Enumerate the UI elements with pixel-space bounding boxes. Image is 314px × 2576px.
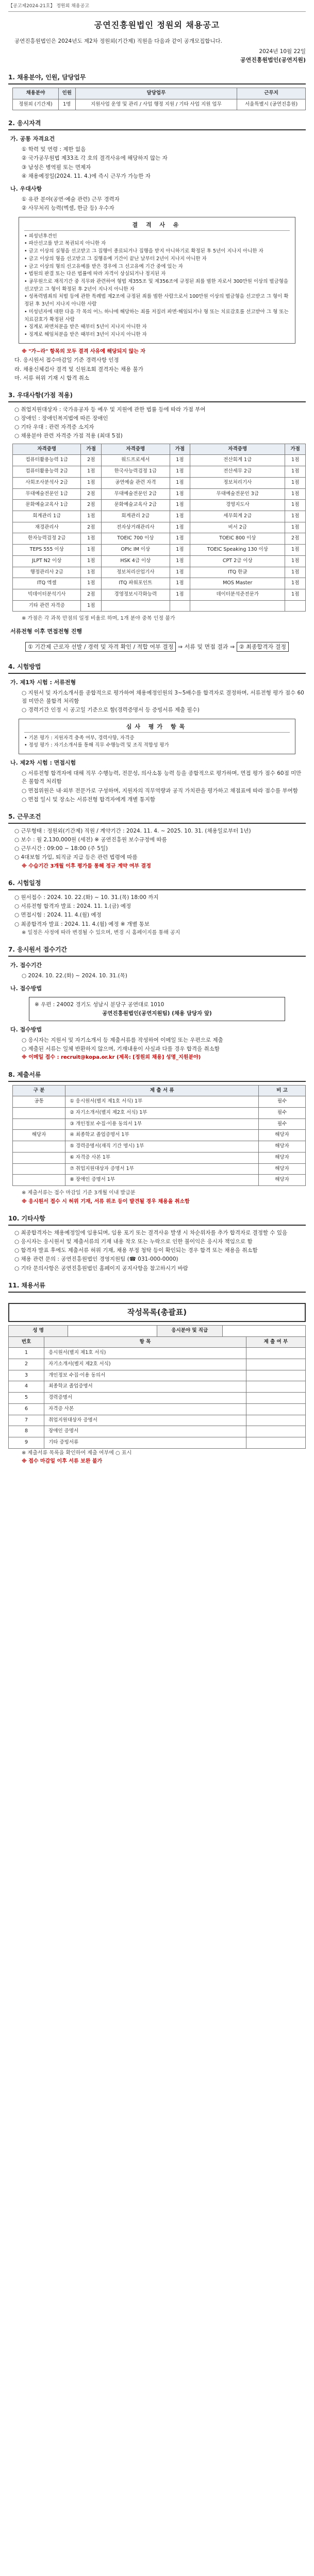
cell: 장애인 증명서 [44, 1426, 246, 1437]
list-item: ○ 면접시험 : 2024. 11. 4.(월) 예정 [14, 912, 102, 919]
list-item: • 피성년후견인 [24, 233, 57, 239]
sub-heading: 나. 제2차 시험 : 면접시험 [10, 759, 76, 766]
cell [13, 1118, 65, 1130]
checklist-table [8, 1336, 306, 1449]
cell: 자기소개서(별지 제2호 서식) [44, 1359, 246, 1370]
cell: 기타 증빙서류 [44, 1437, 246, 1448]
cell: 공연예술 관련 자격 [102, 477, 170, 488]
list-item: ○ 기타 우대 : 관련 자격증 소지자 [14, 424, 94, 431]
cell: 필수 [259, 1118, 306, 1130]
cell: 1점 [285, 555, 306, 567]
field-value[interactable] [222, 1325, 305, 1336]
cell: 필수 [259, 1108, 306, 1119]
cell [13, 1152, 65, 1163]
cell: 1점 [285, 455, 306, 466]
cell: 1점 [81, 511, 102, 522]
issuer-org: 공연진흥원법인(공연지원) [240, 57, 306, 64]
cell: 2점 [81, 589, 102, 601]
cell: 무대예술전문인 1급 [13, 488, 81, 500]
cell: 문화예술교육사 1급 [13, 500, 81, 511]
table-row [13, 455, 306, 466]
cell: ⑤ 경력증명서(재직 기간 명시) 1부 [65, 1141, 259, 1153]
cell[interactable] [246, 1426, 305, 1437]
list-item: ○ 4대보험 가입, 퇴직금 지급 등은 관련 법령에 따름 [14, 854, 138, 861]
table-row [13, 589, 306, 601]
table-row [9, 1426, 306, 1437]
cell: 1점 [81, 466, 102, 478]
table-row [13, 1108, 306, 1119]
sub-heading: 가. 제1차 시험 : 서류전형 [10, 679, 76, 686]
cell: ④ 최종학교 졸업증명서 1부 [65, 1130, 259, 1141]
cell: 1점 [81, 477, 102, 488]
cell: 무대예술전문인 2급 [102, 488, 170, 500]
cell: 행정관리사 2급 [13, 567, 81, 578]
selection-flow [8, 640, 306, 654]
cell: OPIc IM 이상 [102, 545, 170, 556]
cell: 전산회계 1급 [190, 455, 285, 466]
cell: 2점 [81, 500, 102, 511]
cell: 1점 [285, 589, 306, 601]
section-3-heading: 3. 우대사항(가점 적용) [8, 391, 306, 402]
list-item: ○ 합격자 발표 후에도 제출서류 허위 기재, 채용 부정 청탁 등이 확인되는 경우 합격 또는 채용을 취소함 [14, 1247, 258, 1254]
table-row [13, 488, 306, 500]
cell: 1점 [170, 578, 190, 589]
cell: 한국사능력검정 1급 [102, 466, 170, 478]
cell: ⑦ 취업지원대상자 증명서 1부 [65, 1163, 259, 1175]
list-item: ○ 면접 일시 및 장소는 서류전형 합격자에게 개별 통지함 [22, 796, 156, 803]
cell: 1점 [170, 522, 190, 533]
list-item: ○ 최종합격자 발표 : 2024. 11. 4.(월) 예정 ※ 개별 통보 [14, 921, 150, 927]
col-header: 자격증명 [102, 444, 170, 455]
col-header: 채용분야 [13, 88, 59, 99]
table-row [9, 1370, 306, 1381]
cell: 전자상거래관리사 [102, 522, 170, 533]
table-row [13, 567, 306, 578]
list-item: ① 학력 및 연령 : 제한 없음 [22, 146, 86, 152]
list-item: • 징계로 파면처분을 받은 때부터 5년이 지나지 아니한 자 [24, 324, 147, 330]
cell: 8 [9, 1426, 44, 1437]
cell: HSK 4급 이상 [102, 555, 170, 567]
cell: 1점 [170, 477, 190, 488]
cell: 1명 [58, 99, 75, 110]
list-item: 다. 응시원서 접수마감일 기준 경력사항 인정 [14, 357, 119, 364]
address-line: 공연진흥원법인(공연지원팀) (채용 담당자 앞) [102, 1010, 212, 1016]
certificate-bonus-table [12, 444, 306, 612]
list-item: ○ 서류전형 합격자 발표 : 2024. 11. 1.(금) 예정 [14, 903, 131, 910]
section-6-heading: 6. 시험일정 [8, 878, 306, 890]
cell: 해당자 [13, 1130, 65, 1141]
table-row [13, 522, 306, 533]
flow-label: 서류전형 이후 면접전형 진행 [10, 628, 82, 635]
cell: 1점 [170, 545, 190, 556]
col-header: 제 출 서 류 [65, 1085, 259, 1096]
cell: 1점 [285, 578, 306, 589]
table-row [13, 1141, 306, 1153]
table-footnote: ※ 응시원서 접수 시 허위 기재, 서류 위조 등이 발견될 경우 채용을 취소함 [22, 1198, 190, 1205]
table-row [13, 578, 306, 589]
page-title: 공연진흥원법인 정원외 채용공고 [94, 20, 220, 30]
cell: 경영정보시각화능력 [102, 589, 170, 601]
list-item: • 금고 이상의 실형을 선고받고 그 집행이 종료되거나 집행을 받지 아니하기로 확정된 후 5년이 지나지 아니한 자 [24, 248, 263, 255]
cell: 빅데이터분석기사 [13, 589, 81, 601]
table-row [13, 1175, 306, 1186]
list-item: ① 유관 분야(공연·예술 관련) 근무 경력자 [22, 196, 120, 203]
cell: 응시원서(별지 제1호 서식) [44, 1348, 246, 1359]
list-item: • 징계로 해임처분을 받은 때부터 3년이 지나지 아니한 자 [24, 332, 147, 338]
table-row [9, 1403, 306, 1415]
table-row [9, 1348, 306, 1359]
list-item: • 파산선고를 받고 복권되지 아니한 자 [24, 241, 106, 247]
section-5-heading: 5. 근무조건 [8, 812, 306, 824]
cell[interactable] [246, 1403, 305, 1415]
schedule-note: ※ 일정은 사정에 따라 변경될 수 있으며, 변경 시 홈페이지를 통해 공지 [22, 929, 180, 936]
cell: ③ 개인정보 수집·이용 동의서 1부 [65, 1118, 259, 1130]
cell: JLPT N2 이상 [13, 555, 81, 567]
cell [102, 600, 170, 612]
cell: 1점 [170, 511, 190, 522]
cell: 1점 [170, 567, 190, 578]
col-header: 가점 [81, 444, 102, 455]
application-period: ○ 2024. 10. 22.(화) ~ 2024. 10. 31.(목) [22, 973, 127, 979]
table-row [13, 99, 306, 110]
cell: 해당자 [259, 1163, 306, 1175]
cell[interactable] [246, 1415, 305, 1426]
cell: 1점 [285, 545, 306, 556]
cell: ITQ 한글 [190, 567, 285, 578]
col-header: 비 고 [259, 1085, 306, 1096]
cell: 1점 [81, 555, 102, 567]
section-7-heading: 7. 응시원서 접수기간 [8, 945, 306, 957]
cell: 1점 [170, 466, 190, 478]
cell: 사회조사분석사 2급 [13, 477, 81, 488]
list-item: ※ 이메일 접수 : recruit@kopa.or.kr (제목: [정원외 채용] 성명_지원분야) [22, 1055, 201, 1061]
cell: 공통 [13, 1096, 65, 1108]
table-row [13, 477, 306, 488]
flow-step-right: ② 최종합격자 결정 [237, 642, 289, 652]
cell: 1점 [170, 500, 190, 511]
recruit-field-table [12, 88, 306, 110]
cell: 2점 [81, 488, 102, 500]
cell: 문화예술교육사 2급 [102, 500, 170, 511]
cell: 자격증 사본 [44, 1403, 246, 1415]
list-item: ○ 최종합격자는 채용예정일에 임용되며, 임용 포기 또는 결격사유 발생 시 차순위자를 추가 합격자로 결정할 수 있음 [14, 1229, 288, 1236]
list-item: ○ 응시자는 응시원서 및 제출서류의 기재 내용 착오 또는 누락으로 인한 불이익은 응시자 책임으로 함 [14, 1238, 253, 1245]
list-item: • 금고 이상의 형을 선고받고 그 집행유예 기간이 끝난 날부터 2년이 지나지 아니한 자 [24, 256, 207, 262]
cell: 1점 [285, 567, 306, 578]
cell: 해당자 [259, 1152, 306, 1163]
cell: 1점 [81, 545, 102, 556]
cell: MOS Master [190, 578, 285, 589]
cell: 2점 [285, 533, 306, 545]
cell: 컴퓨터활용능력 1급 [13, 455, 81, 466]
list-item: ○ 근무형태 : 정원외(기간제) 직원 / 계약기간 : 2024. 11. 4. ~ 2025. 10. 31. (채용일로부터 1년) [14, 827, 251, 834]
cell[interactable] [246, 1348, 305, 1359]
section-10-heading: 10. 기타사항 [8, 1214, 306, 1226]
list-item: • 성폭력범죄의 처벌 등에 관한 특례법 제2조에 규정된 죄를 범한 사람으로서 100만원 이상의 벌금형을 선고받고 그 형이 확정된 후 3년이 지나지 아니한 사람 [24, 294, 289, 308]
cell: 1점 [285, 466, 306, 478]
cell [170, 600, 190, 612]
col-header: 항 목 [44, 1336, 246, 1348]
list-item: ○ 서류전형 합격자에 대해 직무 수행능력, 전문성, 의사소통 능력 등을 종합적으로 평가하며, 면접 평가 점수 60점 미만은 불합격 처리함 [22, 770, 302, 785]
form-footnote: ※ 접수 마감일 이후 서류 보완 불가 [22, 1459, 103, 1465]
cell: TOEIC 700 이상 [102, 533, 170, 545]
cell: 회계관리 2급 [102, 511, 170, 522]
cell[interactable] [246, 1359, 305, 1370]
list-item: 마. 서류 허위 기재 시 합격 취소 [14, 375, 90, 381]
cell[interactable] [246, 1370, 305, 1381]
list-item: ○ 경력기간 인정 시 공고일 기준으로 함(경력증명서 등 증빙서류 제출 필수) [22, 707, 200, 714]
cell: 2점 [81, 455, 102, 466]
sub-heading: 나. 접수방법 [10, 985, 42, 992]
cell: CPT 2급 이상 [190, 555, 285, 567]
cell: 1점 [285, 511, 306, 522]
cell: 7 [9, 1415, 44, 1426]
box-title: 결 격 사 유 [24, 221, 290, 231]
cell [285, 600, 306, 612]
cell: 경영지도사 [190, 500, 285, 511]
cell: 회계관리 1급 [13, 511, 81, 522]
section-8-heading: 8. 제출서류 [8, 1070, 306, 1082]
flow-step-left: ① 기간제 근로자 선발 / 경력 및 자격 확인 / 적합 여부 결정 [25, 642, 176, 652]
cell: 해당자 [259, 1175, 306, 1186]
list-item: ③ 남성은 병역필 또는 면제자 [22, 164, 91, 171]
col-header: 근무지 [237, 88, 306, 99]
col-header: 가점 [170, 444, 190, 455]
list-item: ② 사무처리 능력(엑셀, 한글 등) 우수자 [22, 205, 114, 212]
mail-address-box [29, 997, 285, 1021]
col-header: 제 출 여 부 [246, 1336, 305, 1348]
cell: 서울특별시 (공연진흥원) [237, 99, 306, 110]
list-item: ○ 제출된 서류는 일체 반환하지 않으며, 기재내용이 사실과 다를 경우 합격을 취소함 [22, 1046, 220, 1053]
table-row [13, 600, 306, 612]
list-item: ○ 응시자는 지원서 및 자기소개서 등 제출서류를 작성하여 이메일 또는 우편으로 제출 [22, 1037, 223, 1043]
table-row [13, 1130, 306, 1141]
cell: TOEIC Speaking 130 이상 [190, 545, 285, 556]
table-footnote: ※ 제출서류는 접수 마감일 기준 3개월 이내 발급분 [22, 1190, 136, 1196]
cell: 1점 [81, 578, 102, 589]
cell: 경력증명서 [44, 1393, 246, 1404]
cell: 비서 2급 [190, 522, 285, 533]
form-title: 작성목록(총괄표) [8, 1303, 306, 1322]
cell: 정원외 (기간제) [13, 99, 59, 110]
name-field[interactable] [68, 1325, 157, 1336]
cell: 4 [9, 1381, 44, 1393]
list-item: • 미성년자에 대한 다음 각 목의 어느 하나에 해당하는 죄를 저질러 파면·해임되거나 형 또는 치료감호를 선고받아 그 형 또는 치료감호가 확정된 사람 [24, 309, 289, 323]
list-item: ○ 보수 : 월 2,130,000원 (세전) ※ 공연진흥원 보수규정에 따름 [14, 836, 167, 843]
evaluation-box [19, 719, 295, 754]
list-item: ○ 면접위원은 내·외부 전문가로 구성하며, 지원자의 직무역량과 공직 가치관을 평가하고 채점표에 따라 점수를 부여함 [22, 787, 298, 794]
cell: ⑥ 자격증 사본 1부 [65, 1152, 259, 1163]
flow-arrow: ⇒ 서류 및 면접 결과 ⇒ [177, 643, 235, 651]
sub-heading: 나. 우대사항 [10, 185, 42, 193]
document-header-line: 【공고제2024-21호】 정원외 채용공고 [8, 3, 306, 12]
cell: 데이터분석준전문가 [190, 589, 285, 601]
table-row [9, 1437, 306, 1448]
cell [13, 1163, 65, 1175]
cell: 1점 [81, 600, 102, 612]
cell: 1점 [285, 488, 306, 500]
intro-text: 공연진흥원법인은 2024년도 제2차 정원외(기간제) 직원을 다음과 같이 공개모집합니다. [14, 38, 223, 44]
cell: 기타 관련 자격증 [13, 600, 81, 612]
cell: 2점 [81, 522, 102, 533]
cell: ITQ 파워포인트 [102, 578, 170, 589]
cell: 1점 [81, 567, 102, 578]
cell: 무대예술전문인 3급 [190, 488, 285, 500]
table-row [13, 1163, 306, 1175]
list-item: • 기본 평가 : 지원자격 충족 여부, 경력사항, 자격증 [24, 735, 135, 741]
cell: TEPS 555 이상 [13, 545, 81, 556]
list-item: ○ 취업지원대상자 : 국가유공자 등 예우 및 지원에 관한 법률 등에 따라 가점 부여 [14, 406, 206, 413]
box-footnote: ※ "가~라" 항목의 모두 결격 사유에 해당되지 않는 자 [22, 348, 145, 354]
cell: 1점 [285, 477, 306, 488]
cell: 1점 [81, 533, 102, 545]
cell: 컴퓨터활용능력 2급 [13, 466, 81, 478]
table-row [9, 1381, 306, 1393]
table-row [9, 1359, 306, 1370]
cell: 지원사업 운영 및 관리 / 사업 행정 지원 / 기타 사업 지원 업무 [75, 99, 237, 110]
documents-table [12, 1085, 306, 1186]
cell: 세무회계 2급 [190, 511, 285, 522]
table-row [13, 466, 306, 478]
cell: 정보처리산업기사 [102, 567, 170, 578]
cell [13, 1108, 65, 1119]
table-row [13, 555, 306, 567]
cell: 해당자 [259, 1141, 306, 1153]
sub-heading: 가. 접수기간 [10, 962, 42, 969]
cell: 최종학교 졸업증명서 [44, 1381, 246, 1393]
list-item: ○ 근무시간 : 09:00 ~ 18:00 (주 5일) [14, 845, 108, 852]
table-note: ○ 채용분야 관련 자격증 가점 적용 (최대 5점) [14, 433, 123, 439]
table-row [13, 533, 306, 545]
sub-heading: 다. 접수방법 [10, 1026, 42, 1033]
box-title: 심사 평가 항목 [24, 722, 290, 733]
cell: 개인정보 수집·이용 동의서 [44, 1370, 246, 1381]
cell: 1점 [170, 533, 190, 545]
list-item: ※ 수습기간 3개월 이후 평가를 통해 정규 계약 여부 결정 [22, 863, 151, 869]
table-row [13, 1118, 306, 1130]
cell: 6 [9, 1403, 44, 1415]
table-row [13, 500, 306, 511]
cell: 1점 [170, 455, 190, 466]
cell: 1점 [170, 555, 190, 567]
col-header: 자격증명 [13, 444, 81, 455]
cell: 재경관리사 [13, 522, 81, 533]
cell: 1점 [285, 522, 306, 533]
col-header: 구 분 [13, 1085, 65, 1096]
list-item: 라. 채용신체검사 결격 및 신원조회 결격자는 채용 불가 [14, 366, 143, 372]
cell: ② 자기소개서(별지 제2호 서식) 1부 [65, 1108, 259, 1119]
list-item: ○ 장애인 : 장애인복지법에 따른 장애인 [14, 415, 108, 421]
cell: 9 [9, 1437, 44, 1448]
list-item: • 금고 이상의 형의 선고유예를 받은 경우에 그 선고유예 기간 중에 있는 자 [24, 263, 183, 269]
cell: 1점 [170, 589, 190, 601]
list-item: ○ 기타 문의사항은 공연진흥원법인 홈페이지 공지사항을 참고하시기 바람 [14, 1265, 188, 1272]
cell[interactable] [246, 1437, 305, 1448]
section-1-heading: 1. 채용분야, 인원, 담당업무 [8, 73, 306, 84]
cell: ① 응시원서(별지 제1호 서식) 1부 [65, 1096, 259, 1108]
col-header: 인원 [58, 88, 75, 99]
cell: 해당자 [259, 1130, 306, 1141]
sub-heading: 가. 공통 자격요건 [10, 135, 55, 142]
table-row [13, 545, 306, 556]
issue-info [8, 47, 306, 64]
field-label: 응시분야 및 직급 [157, 1325, 222, 1336]
cell: 1점 [170, 488, 190, 500]
list-item: ② 국가공무원법 제33조 각 호의 결격사유에 해당하지 않는 자 [22, 155, 168, 162]
table-footnote: ※ 가점은 각 과목 만점의 일정 비율로 하며, 1개 분야 중복 인정 불가 [22, 616, 175, 622]
cell: 5 [9, 1393, 44, 1404]
list-item: • 공무원으로 재직기간 중 직무와 관련하여 형법 제355조 및 제356조에 규정된 죄를 범한 자로서 300만원 이상의 벌금형을 선고받고 그 형이 확정된 후 2년이 지나지 아니한 자 [24, 278, 289, 292]
list-item: • 정성 평가 : 자기소개서를 통해 직무 수행능력 및 조직 적합성 평가 [24, 742, 169, 749]
cell: 취업지원대상자 증명서 [44, 1415, 246, 1426]
issue-date: 2024년 10월 22일 [259, 48, 306, 55]
address-line: ※ 우편 : 24002 경기도 성남시 분당구 공연대로 1010 [35, 1002, 164, 1008]
cell: TOEIC 800 이상 [190, 533, 285, 545]
section-4-heading: 4. 시험방법 [8, 662, 306, 674]
cell: 1 [9, 1348, 44, 1359]
col-header: 자격증명 [190, 444, 285, 455]
cell [13, 1141, 65, 1153]
cell: 정보처리기사 [190, 477, 285, 488]
col-header: 담당업무 [75, 88, 237, 99]
cell [190, 600, 285, 612]
cell[interactable] [246, 1381, 305, 1393]
table-row [9, 1393, 306, 1404]
cell: 한자능력검정 2급 [13, 533, 81, 545]
cell: 워드프로세서 [102, 455, 170, 466]
list-item: ○ 원서접수 : 2024. 10. 22.(화) ~ 10. 31.(목) 18:00 까지 [14, 894, 159, 901]
table-row [13, 511, 306, 522]
disqualification-box [19, 217, 295, 344]
section-11-heading: 11. 채용서류 [8, 1281, 306, 1293]
section-2-heading: 2. 응시자격 [8, 118, 306, 130]
col-header: 가점 [285, 444, 306, 455]
cell: 전산세무 2급 [190, 466, 285, 478]
name-label: 성 명 [9, 1325, 68, 1336]
cell: 1점 [285, 500, 306, 511]
form-footnote: ※ 제출서류 목록을 확인하여 제출 여부에 ○ 표시 [22, 1450, 132, 1456]
list-item: • 법원의 판결 또는 다른 법률에 따라 자격이 상실되거나 정지된 자 [24, 271, 166, 277]
table-row [9, 1415, 306, 1426]
cell: 2 [9, 1359, 44, 1370]
cell: ⑧ 장애인 증명서 1부 [65, 1175, 259, 1186]
col-header: 번호 [9, 1336, 44, 1348]
table-row [13, 1152, 306, 1163]
checklist-header-table [8, 1325, 306, 1337]
cell: 필수 [259, 1096, 306, 1108]
cell[interactable] [246, 1393, 305, 1404]
list-item: ○ 지원서 및 자기소개서를 종합적으로 평가하여 채용예정인원의 3~5배수를 합격자로 결정하며, 서류전형 평가 점수 60점 미만은 불합격 처리함 [22, 689, 304, 704]
cell: ITQ 엑셀 [13, 578, 81, 589]
table-row [13, 1096, 306, 1108]
cell [13, 1175, 65, 1186]
list-item: ○ 채용 관련 문의 : 공연진흥원법인 경영지원팀 (☎ 031-000-0000) [14, 1256, 178, 1263]
cell: 3 [9, 1370, 44, 1381]
list-item: ④ 채용예정일(2024. 11. 4.)에 즉시 근무가 가능한 자 [22, 173, 151, 179]
